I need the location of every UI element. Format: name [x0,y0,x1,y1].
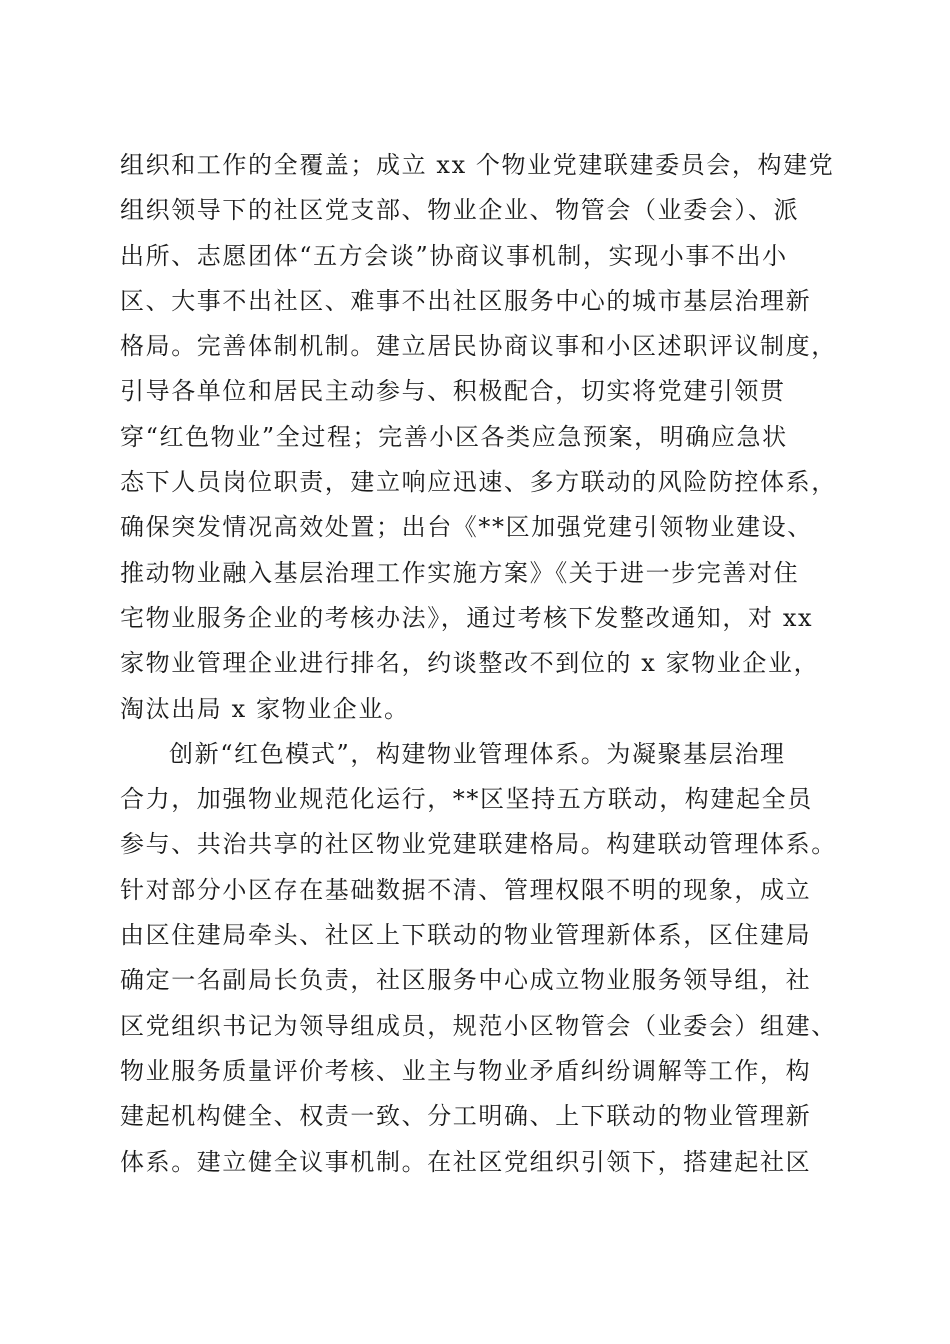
text-line: 推动物业融入基层治理工作实施方案》《关于进一步完善对住 [120,558,800,587]
text-line: 出所、志愿团体“五方会谈”协商议事机制，实现小事不出小 [120,241,788,270]
body-text [120,143,840,1185]
text-line: 体系。建立健全议事机制。在社区党组织引领下，搭建起社区 [120,1147,812,1176]
text-line: 组织领导下的社区党支部、物业企业、物管会（业委会）、派 [120,196,800,225]
text-line: 家物业管理企业进行排名，约谈整改不到位的 x 家物业企业， [120,649,820,678]
text-line: 淘汰出局 x 家物业企业。 [120,694,410,723]
text-line: 物业服务质量评价考核、业主与物业矛盾纠纷调解等工作，构 [120,1056,812,1085]
text-line: 由区住建局牵头、社区上下联动的物业管理新体系，区住建局 [120,921,812,950]
text-line: 宅物业服务企业的考核办法》，通过考核下发整改通知，对 xx [120,603,814,632]
text-line: 格局。完善体制机制。建立居民协商议事和小区述职评议制度， [120,332,837,361]
text-line: 确定一名副局长负责，社区服务中心成立物业服务领导组，社 [120,966,812,995]
text-line: 态下人员岗位职责，建立响应迅速、多方联动的风险防控体系， [120,468,837,497]
text-line: 区党组织书记为领导组成员，规范小区物管会（业委会）组建、 [120,1011,837,1040]
paragraph-start-line: 创新“红色模式”，构建物业管理体系。为凝聚基层治理 [169,739,786,768]
text-line: 穿“红色物业”全过程；完善小区各类应急预案，明确应急状 [120,422,788,451]
text-line: 区、大事不出社区、难事不出社区服务中心的城市基层治理新 [120,286,812,315]
text-line: 确保突发情况高效处置；出台《**区加强党建引领物业建设、 [120,513,813,542]
text-line: 针对部分小区存在基础数据不清、管理权限不明的现象，成立 [120,875,812,904]
text-line: 建起机构健全、权责一致、分工明确、上下联动的物业管理新 [120,1102,812,1131]
text-line: 参与、共治共享的社区物业党建联建格局。构建联动管理体系。 [120,830,837,859]
text-line: 合力，加强物业规范化运行，**区坚持五方联动，构建起全员 [120,785,813,814]
text-line: 引导各单位和居民主动参与、积极配合，切实将党建引领贯 [120,377,786,406]
text-line: 组织和工作的全覆盖；成立 xx 个物业党建联建委员会，构建党 [120,151,835,179]
